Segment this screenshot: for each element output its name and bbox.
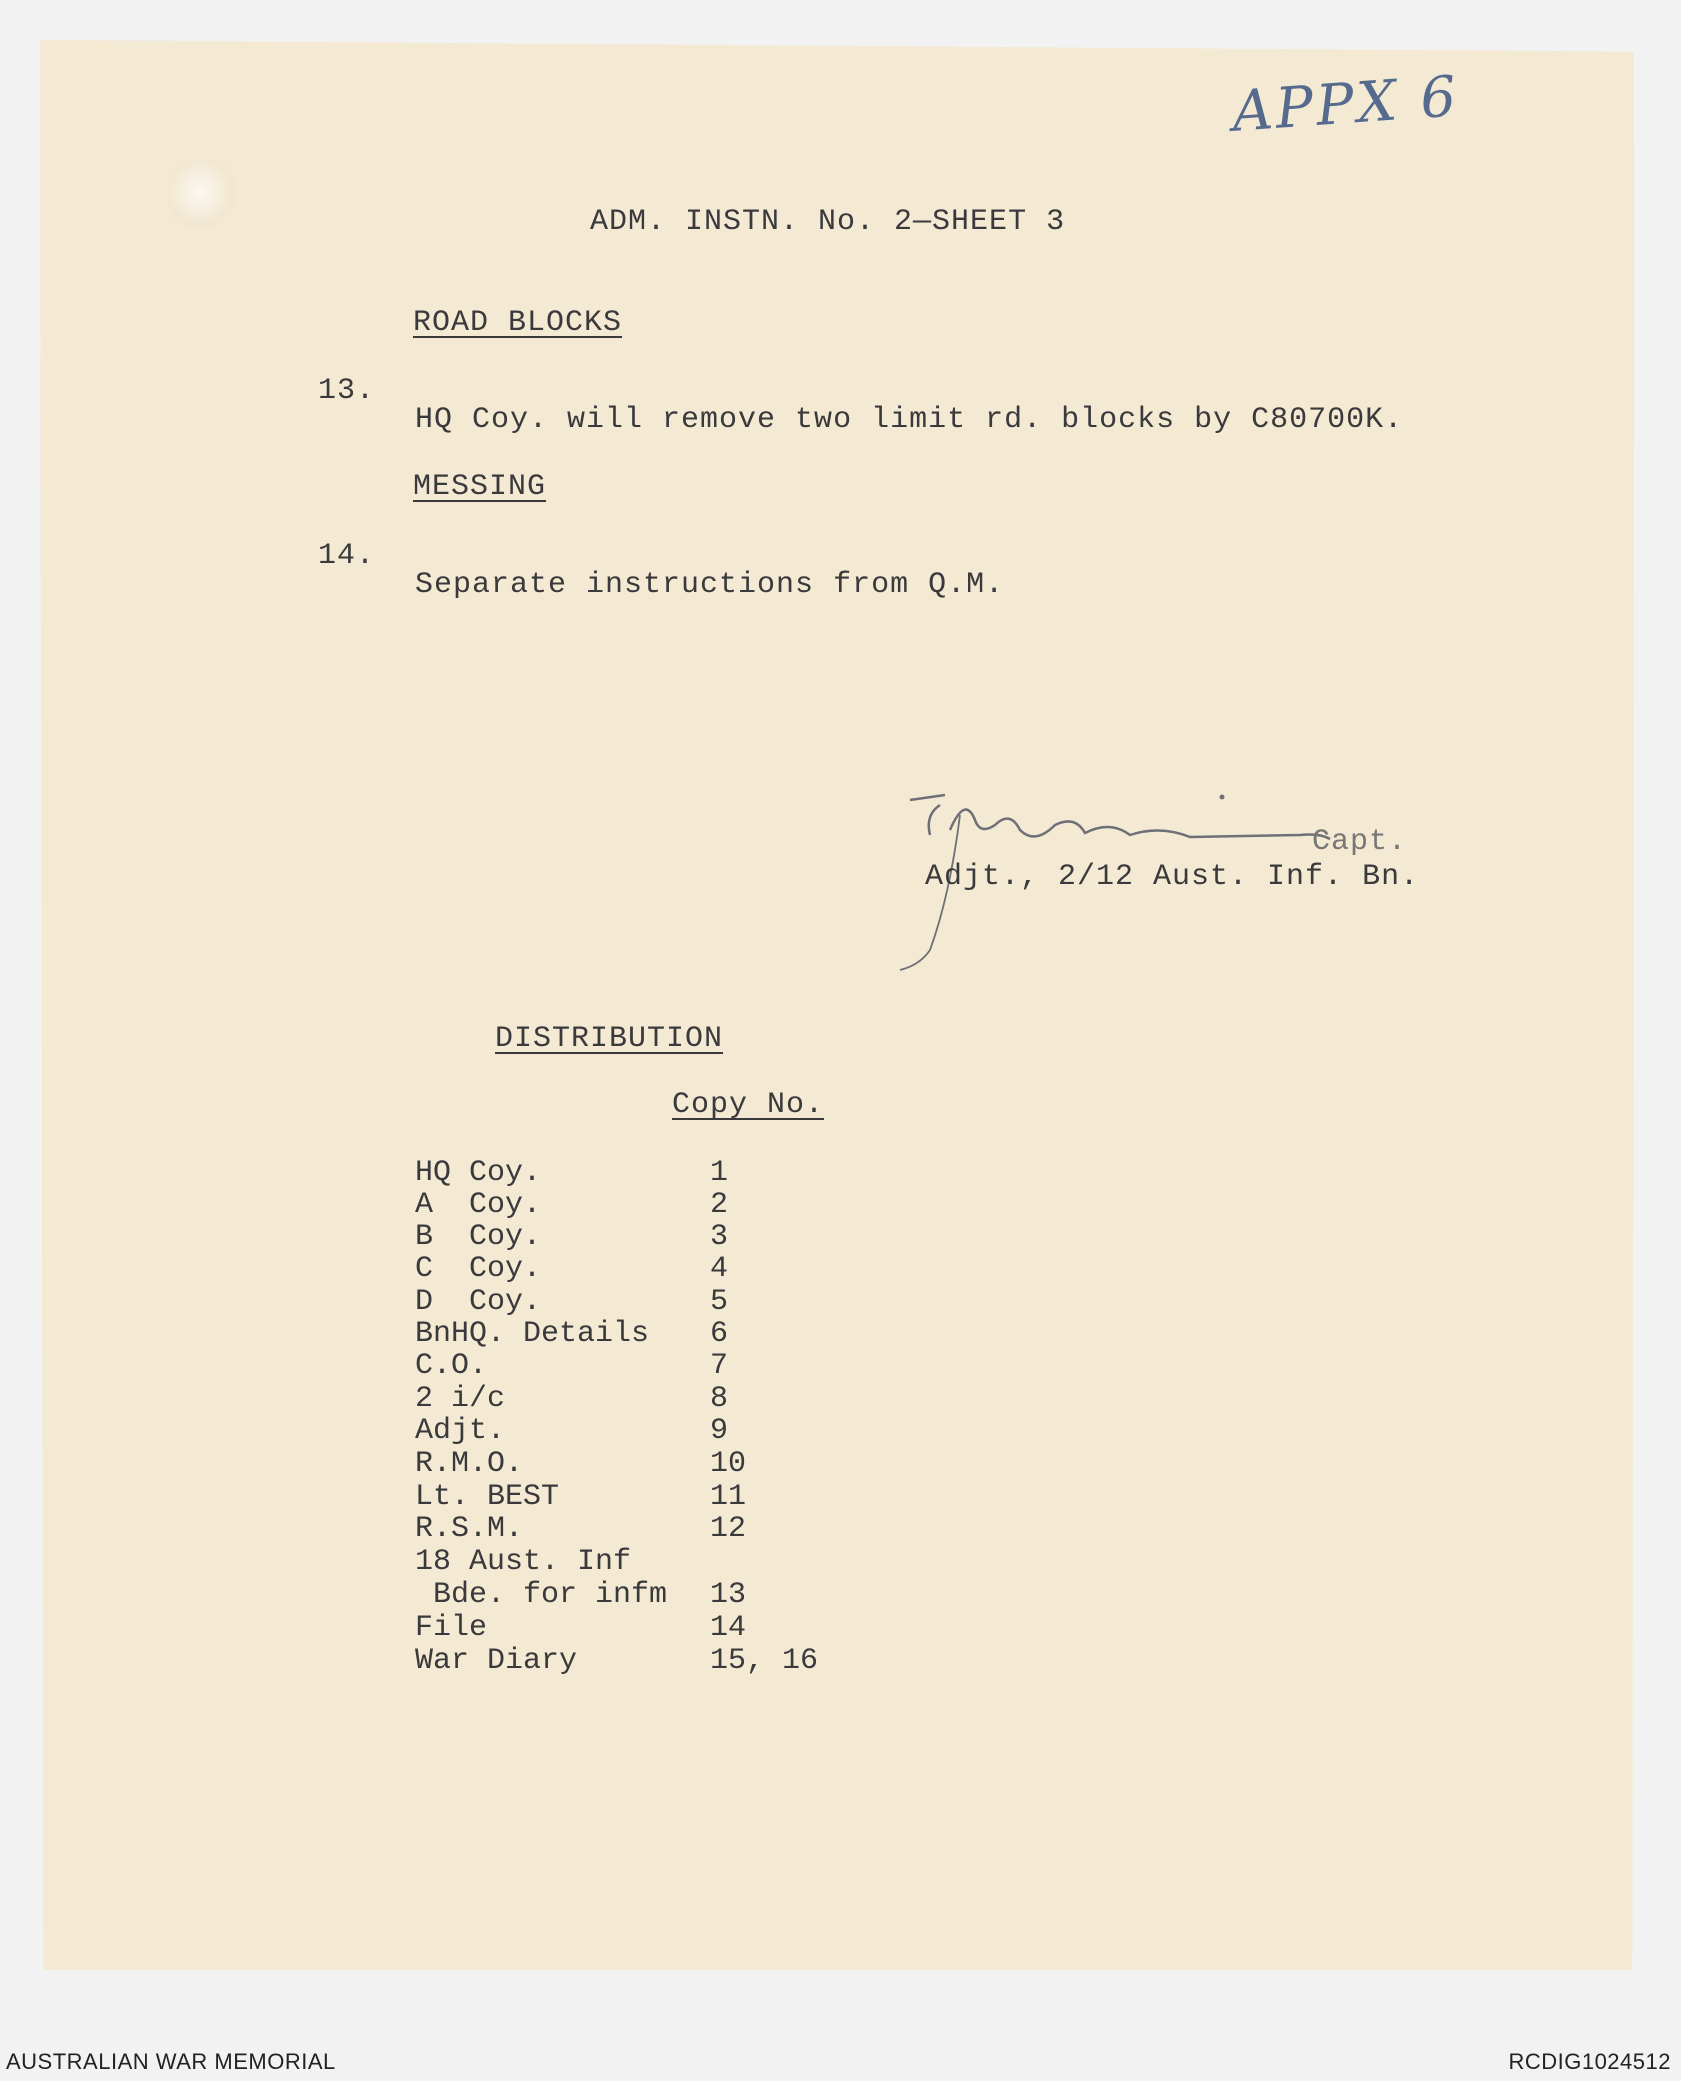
distribution-copy-number: 4 [710,1252,729,1286]
distribution-recipient: C.O. [415,1349,488,1383]
paragraph-number-14: 14. [318,539,376,573]
handwritten-annotation: APPX 6 [1230,64,1462,145]
distribution-recipient: C Coy. [415,1252,542,1286]
distribution-copy-number: 11 [710,1480,747,1514]
paragraph-text-13: HQ Coy. will remove two limit rd. blocks by C80700K. [415,403,1404,437]
distribution-recipient: BnHQ. Details [415,1317,650,1351]
distribution-copy-number: 13 [710,1578,747,1612]
distribution-recipient: 18 Aust. Inf [415,1545,632,1579]
distribution-recipient: R.M.O. [415,1447,524,1481]
distribution-recipient: B Coy. [415,1220,542,1254]
distribution-copy-number: 2 [710,1188,729,1222]
distribution-copy-number: 5 [710,1285,729,1319]
distribution-recipient: 2 i/c [415,1382,506,1416]
document-title: ADM. INSTN. No. 2—SHEET 3 [590,205,1066,239]
document-page [40,40,1634,1970]
distribution-copy-number: 7 [710,1349,729,1383]
distribution-recipient: HQ Coy. [415,1156,542,1190]
signature-rank: Capt. [1312,825,1408,859]
signature-appointment: Adjt., 2/12 Aust. Inf. Bn. [925,860,1420,894]
paragraph-number-13: 13. [318,374,376,408]
distribution-heading: DISTRIBUTION [495,1022,724,1056]
section-heading-road-blocks: ROAD BLOCKS [413,306,623,340]
copy-number-header: Copy No. [672,1088,825,1122]
distribution-recipient: Lt. BEST [415,1480,560,1514]
distribution-recipient: A Coy. [415,1188,542,1222]
distribution-copy-number: 10 [710,1447,747,1481]
distribution-recipient: File [415,1611,488,1645]
distribution-copy-number: 9 [710,1414,729,1448]
distribution-recipient: Adjt. [415,1414,506,1448]
paper-damage-mark [168,160,238,230]
footer-record-id: RCDIG1024512 [1508,2049,1671,2074]
distribution-recipient: R.S.M. [415,1512,524,1546]
distribution-copy-number: 14 [710,1611,747,1645]
distribution-recipient: War Diary [415,1644,578,1678]
distribution-recipient: Bde. for infm [415,1578,668,1612]
section-heading-messing: MESSING [413,470,547,504]
distribution-copy-number: 12 [710,1512,747,1546]
distribution-copy-number: 3 [710,1220,729,1254]
distribution-copy-number: 1 [710,1156,729,1190]
distribution-recipient: D Coy. [415,1285,542,1319]
distribution-copy-number: 6 [710,1317,729,1351]
distribution-copy-number: 8 [710,1382,729,1416]
distribution-copy-number: 15, 16 [710,1644,819,1678]
footer-archive-name: AUSTRALIAN WAR MEMORIAL [6,2049,336,2074]
paragraph-text-14: Separate instructions from Q.M. [415,568,1005,602]
